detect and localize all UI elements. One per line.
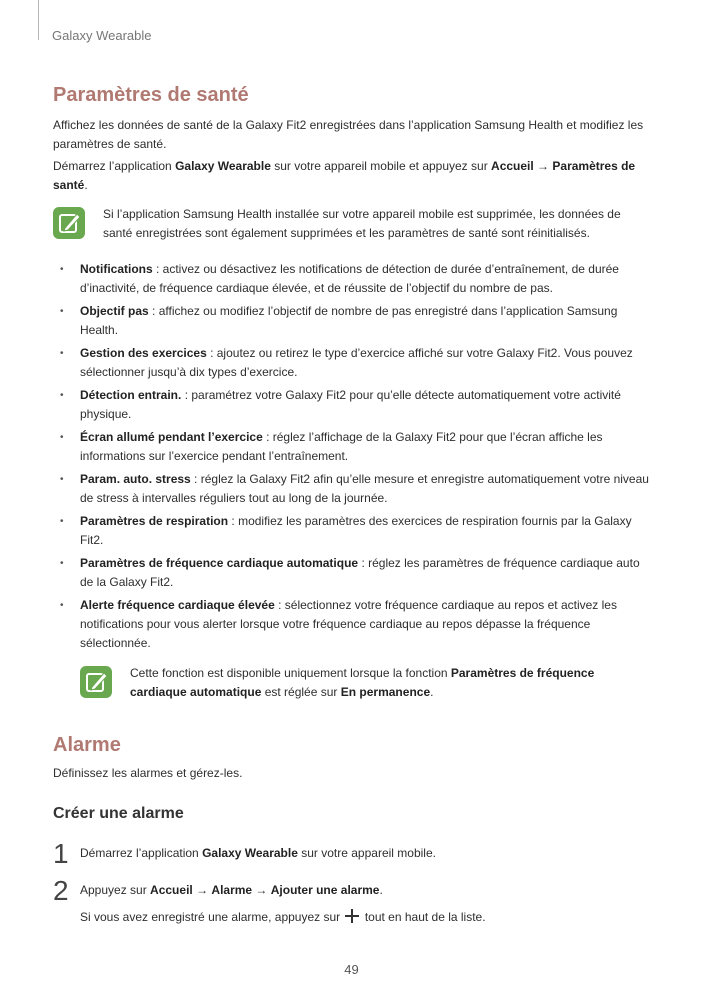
list-item: • Notifications : activez ou désactivez les notifications de détection de durée d’entraînement, de durée d’inactivité, de fréquence cardiaque élevée, et de réussite de l’objectif du nombre de pas. (53, 260, 653, 298)
sante-intro: Affichez les données de santé de la Galaxy Fit2 enregistrées dans l’application Samsung Health et modifiez les paramètres de santé. (53, 118, 644, 151)
note-sante-text: Si l’application Samsung Health installée sur votre appareil mobile est supprimée, les données de santé enregistrées sont également supprimées et les paramètres de santé sont réinitialisés. (103, 207, 621, 240)
list-item: • Écran allumé pendant l’exercice : réglez l’affichage de la Galaxy Fit2 pour que l’écran affiche les informations sur l’exercice pendant l’entraînement. (53, 428, 653, 466)
header-title: Galaxy Wearable (52, 28, 152, 43)
menu-accueil: Accueil (491, 159, 534, 173)
section-title-sante: Paramètres de santé (53, 84, 249, 106)
plus-icon (345, 909, 359, 923)
note-frequence-text: Cette fonction est disponible uniquement lorsque la fonction Paramètres de fréquence cardiaque automatique est réglée sur En permanence. (130, 666, 595, 699)
list-item: • Paramètres de respiration : modifiez les paramètres des exercices de respiration fournis par la Galaxy Fit2. (53, 512, 653, 550)
note-icon (53, 207, 85, 239)
menu-parametres-sante: Paramètres de santé (53, 159, 636, 192)
list-item: • Objectif pas : affichez ou modifiez l’objectif de nombre de pas enregistré dans l’application Samsung Health. (53, 302, 653, 340)
note-icon (80, 666, 112, 698)
list-item: • Paramètres de fréquence cardiaque automatique : réglez les paramètres de fréquence cardiaque auto de la Galaxy Fit2. (53, 554, 653, 592)
step-text: Appuyez sur Accueil → Alarme → Ajouter une alarme. Si vous avez enregistré une alarme, appuyez sur tout en haut de la liste. (80, 877, 486, 927)
app-name: Galaxy Wearable (175, 159, 271, 173)
step-text: Démarrez l’application Galaxy Wearable sur votre appareil mobile. (80, 846, 436, 860)
note-sante (53, 205, 653, 245)
list-item: • Détection entrain. : paramétrez votre Galaxy Fit2 pour qu’elle détecte automatiquement votre activité physique. (53, 386, 653, 424)
list-item: • Alerte fréquence cardiaque élevée : sélectionnez votre fréquence cardiaque au repos et activez les notifications pour vous alerter lorsque votre fréquence cardiaque au repos dépasse la fréquence sélectionnée. (53, 596, 653, 653)
list-item: • Param. auto. stress : réglez la Galaxy Fit2 afin qu’elle mesure et enregistre automatiquement votre niveau de stress à intervalles réguliers tout au long de la journée. (53, 470, 653, 508)
step-2 (53, 877, 486, 927)
step-2-subtext: Si vous avez enregistré une alarme, appuyez sur tout en haut de la liste. (80, 910, 486, 924)
page-number: 49 (344, 962, 359, 977)
subsection-title-creer-alarme: Créer une alarme (53, 805, 184, 822)
step-number: 1 (53, 838, 69, 869)
header-divider (38, 0, 39, 40)
settings-list (53, 260, 653, 657)
step-1 (53, 840, 436, 868)
note-frequence (80, 664, 650, 704)
step-number: 2 (53, 875, 69, 906)
sante-start-instruction: Démarrez l’application Galaxy Wearable sur votre appareil mobile et appuyez sur Accueil → Paramètres de santé. (53, 159, 636, 192)
alarme-intro: Définissez les alarmes et gérez-les. (53, 766, 243, 780)
list-item: • Gestion des exercices : ajoutez ou retirez le type d’exercice affiché sur votre Galaxy Fit2. Vous pouvez sélectionner jusqu’à dix types d’exercice. (53, 344, 653, 382)
section-title-alarme: Alarme (53, 734, 121, 756)
